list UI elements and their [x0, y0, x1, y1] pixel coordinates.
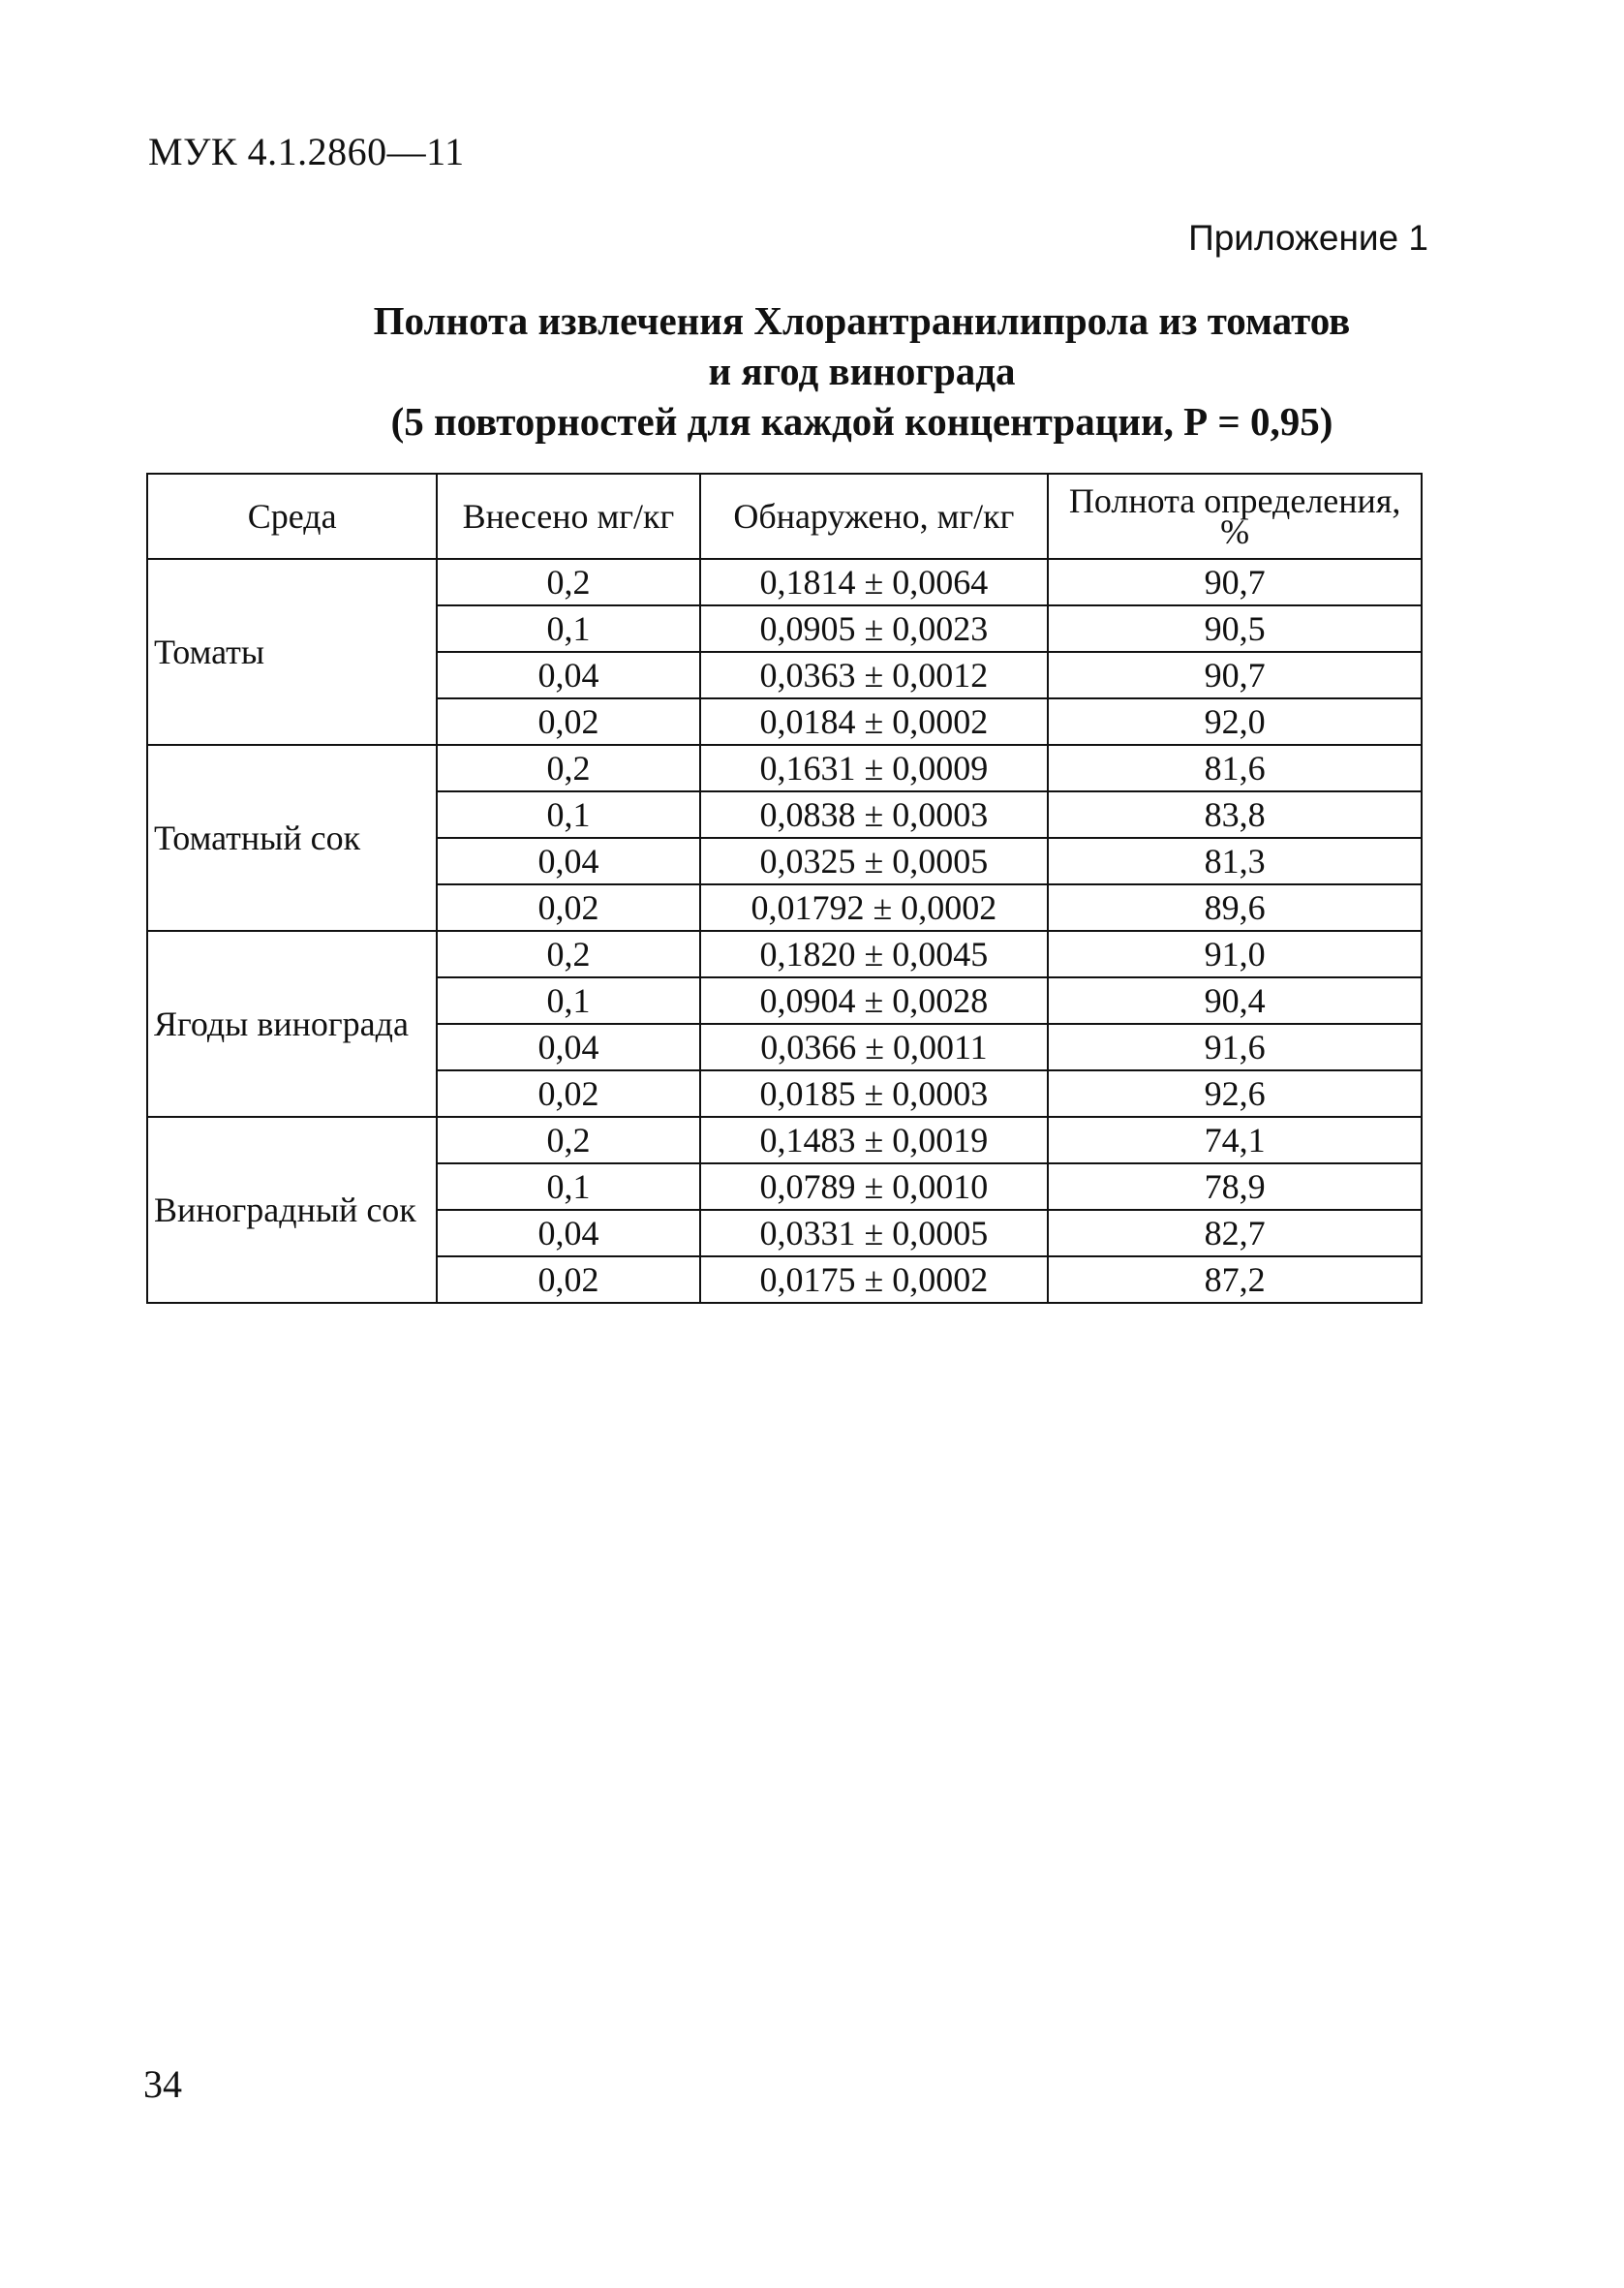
percent-cell: 81,6 — [1048, 745, 1422, 791]
added-cell: 0,02 — [437, 698, 699, 745]
medium-cell: Виноградный сок — [147, 1117, 437, 1303]
added-cell: 0,1 — [437, 977, 699, 1024]
percent-cell: 74,1 — [1048, 1117, 1422, 1163]
title-line-3: (5 повторностей для каждой концентрации, Р = 0,95) — [390, 399, 1333, 444]
percent-cell: 81,3 — [1048, 838, 1422, 884]
column-header-percent-line2: % — [1220, 512, 1250, 551]
table-row — [147, 1117, 1422, 1163]
table-row — [147, 745, 1422, 791]
found-cell: 0,0789 ± 0,0010 — [700, 1163, 1049, 1210]
table-header-row — [147, 474, 1422, 559]
added-cell: 0,2 — [437, 931, 699, 977]
found-cell: 0,1631 ± 0,0009 — [700, 745, 1049, 791]
found-cell: 0,0838 ± 0,0003 — [700, 791, 1049, 838]
page-number: 34 — [143, 2062, 182, 2106]
added-cell: 0,2 — [437, 745, 699, 791]
found-cell: 0,1483 ± 0,0019 — [700, 1117, 1049, 1163]
found-cell: 0,0175 ± 0,0002 — [700, 1256, 1049, 1303]
added-cell: 0,2 — [437, 559, 699, 605]
medium-cell: Ягоды винограда — [147, 931, 437, 1117]
added-cell: 0,02 — [437, 1256, 699, 1303]
percent-cell: 90,7 — [1048, 559, 1422, 605]
document-code: МУК 4.1.2860—11 — [148, 130, 465, 173]
added-cell: 0,04 — [437, 1210, 699, 1256]
added-cell: 0,02 — [437, 1070, 699, 1117]
found-cell: 0,0363 ± 0,0012 — [700, 652, 1049, 698]
found-cell: 0,0366 ± 0,0011 — [700, 1024, 1049, 1070]
found-cell: 0,0904 ± 0,0028 — [700, 977, 1049, 1024]
recovery-table — [146, 473, 1423, 1304]
column-header-found: Обнаружено, мг/кг — [700, 474, 1049, 559]
percent-cell: 90,7 — [1048, 652, 1422, 698]
found-cell: 0,1820 ± 0,0045 — [700, 931, 1049, 977]
appendix-label: Приложение 1 — [1188, 218, 1428, 258]
added-cell: 0,1 — [437, 605, 699, 652]
added-cell: 0,02 — [437, 884, 699, 931]
added-cell: 0,04 — [437, 1024, 699, 1070]
found-cell: 0,1814 ± 0,0064 — [700, 559, 1049, 605]
percent-cell: 83,8 — [1048, 791, 1422, 838]
found-cell: 0,0331 ± 0,0005 — [700, 1210, 1049, 1256]
percent-cell: 92,6 — [1048, 1070, 1422, 1117]
found-cell: 0,0905 ± 0,0023 — [700, 605, 1049, 652]
percent-cell: 78,9 — [1048, 1163, 1422, 1210]
title-line-2: и ягод винограда — [708, 349, 1016, 393]
percent-cell: 90,5 — [1048, 605, 1422, 652]
percent-cell: 89,6 — [1048, 884, 1422, 931]
found-cell: 0,0185 ± 0,0003 — [700, 1070, 1049, 1117]
column-header-added: Внесено мг/кг — [437, 474, 699, 559]
percent-cell: 91,6 — [1048, 1024, 1422, 1070]
found-cell: 0,0184 ± 0,0002 — [700, 698, 1049, 745]
column-header-medium: Среда — [147, 474, 437, 559]
found-cell: 0,0325 ± 0,0005 — [700, 838, 1049, 884]
table-row — [147, 559, 1422, 605]
added-cell: 0,1 — [437, 791, 699, 838]
added-cell: 0,2 — [437, 1117, 699, 1163]
found-cell: 0,01792 ± 0,0002 — [700, 884, 1049, 931]
column-header-percent — [1048, 474, 1422, 559]
percent-cell: 90,4 — [1048, 977, 1422, 1024]
added-cell: 0,04 — [437, 838, 699, 884]
medium-cell: Томаты — [147, 559, 437, 745]
column-header-percent-line1: Полнота определения, — [1068, 481, 1401, 520]
percent-cell: 87,2 — [1048, 1256, 1422, 1303]
percent-cell: 82,7 — [1048, 1210, 1422, 1256]
percent-cell: 91,0 — [1048, 931, 1422, 977]
added-cell: 0,1 — [437, 1163, 699, 1210]
table-title — [145, 295, 1578, 447]
title-line-1: Полнота извлечения Хлорантранилипрола из томатов — [373, 298, 1351, 343]
medium-cell: Томатный сок — [147, 745, 437, 931]
table-row — [147, 931, 1422, 977]
percent-cell: 92,0 — [1048, 698, 1422, 745]
added-cell: 0,04 — [437, 652, 699, 698]
